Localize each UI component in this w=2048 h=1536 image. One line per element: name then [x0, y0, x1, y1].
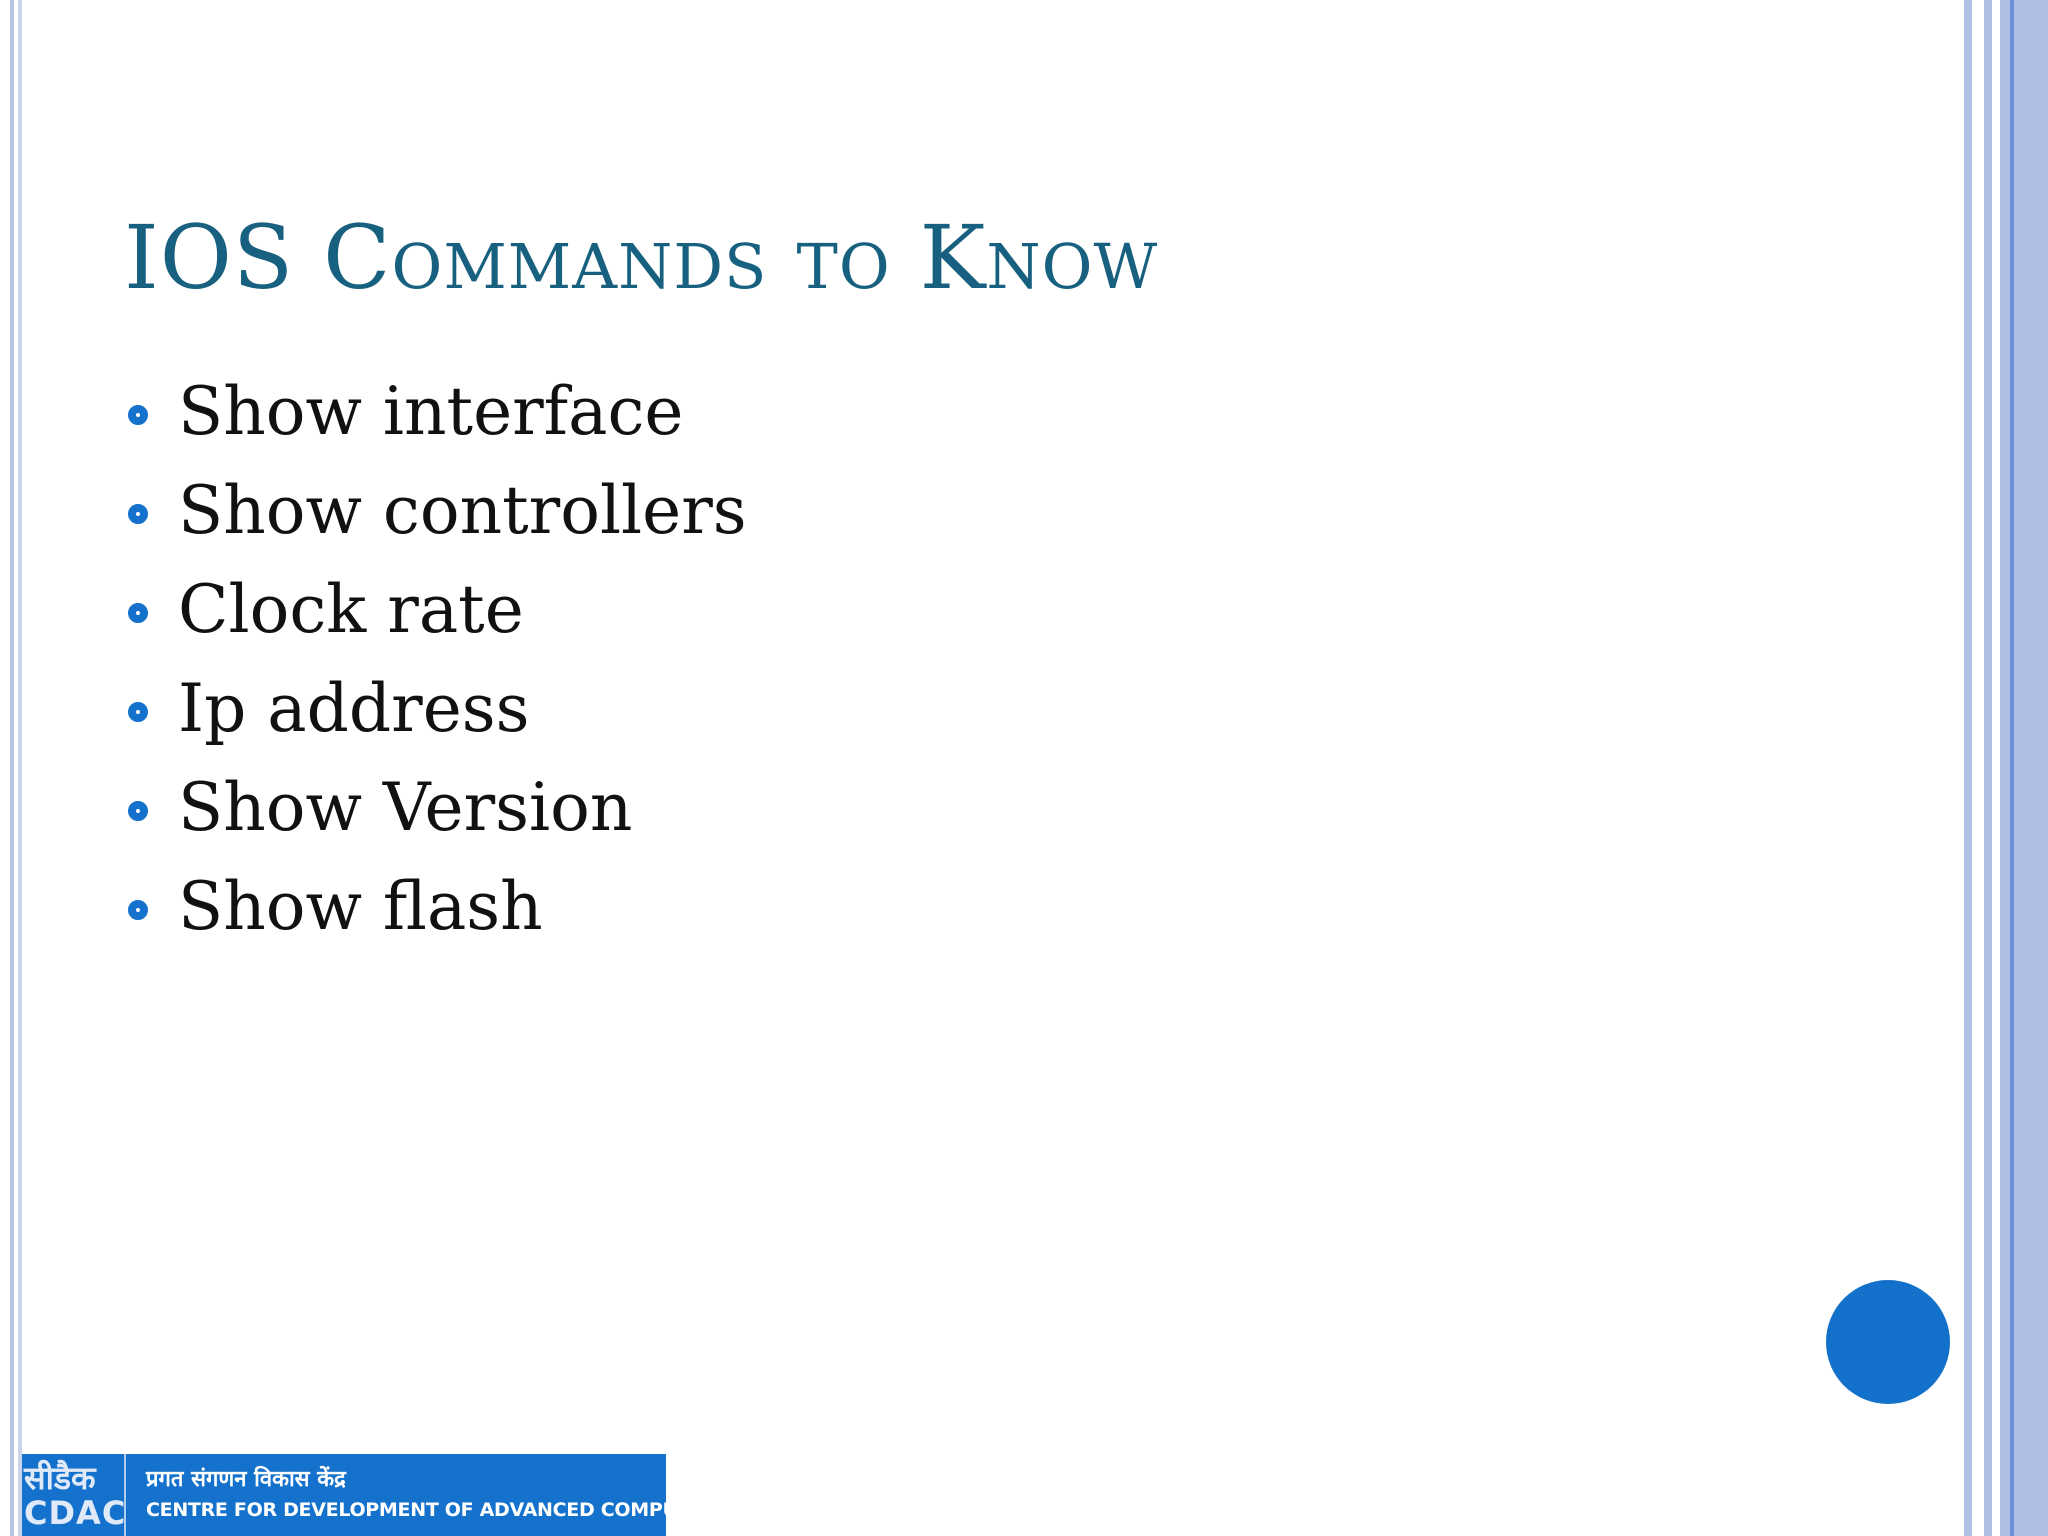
bullet-text: Show interface [178, 372, 684, 450]
bullet-circle-icon [128, 405, 148, 425]
right-decorative-border [1956, 0, 2048, 1536]
left-decorative-border [0, 0, 24, 1536]
logo-mark-english: CDAC [24, 1494, 127, 1532]
logo-mark-hindi: सीडैक [24, 1459, 96, 1497]
bullet-text: Ip address [178, 669, 530, 747]
bullet-text: Show Version [178, 768, 633, 846]
bullet-list [124, 362, 747, 956]
bullet-circle-icon [128, 603, 148, 623]
cdac-logo-banner [22, 1454, 728, 1536]
bullet-circle-icon [128, 801, 148, 821]
bullet-text: Clock rate [178, 570, 524, 648]
slide-title: IOS Commands to Know [124, 206, 1159, 309]
list-item [124, 659, 747, 758]
list-item [124, 560, 747, 659]
org-name-hindi: प्रगत संगणन विकास केंद्र [146, 1467, 346, 1492]
list-item [124, 362, 747, 461]
org-name-english: CENTRE FOR DEVELOPMENT OF ADVANCED COMPUTING [146, 1499, 728, 1521]
list-item [124, 461, 747, 560]
next-slide-button[interactable] [1826, 1280, 1950, 1404]
bullet-text: Show flash [178, 867, 543, 945]
bullet-circle-icon [128, 702, 148, 722]
bullet-text: Show controllers [178, 471, 747, 549]
cdac-logo-mark [22, 1454, 126, 1536]
list-item [124, 758, 747, 857]
list-item [124, 857, 747, 956]
bullet-circle-icon [128, 504, 148, 524]
org-name [126, 1454, 728, 1536]
bullet-circle-icon [128, 900, 148, 920]
